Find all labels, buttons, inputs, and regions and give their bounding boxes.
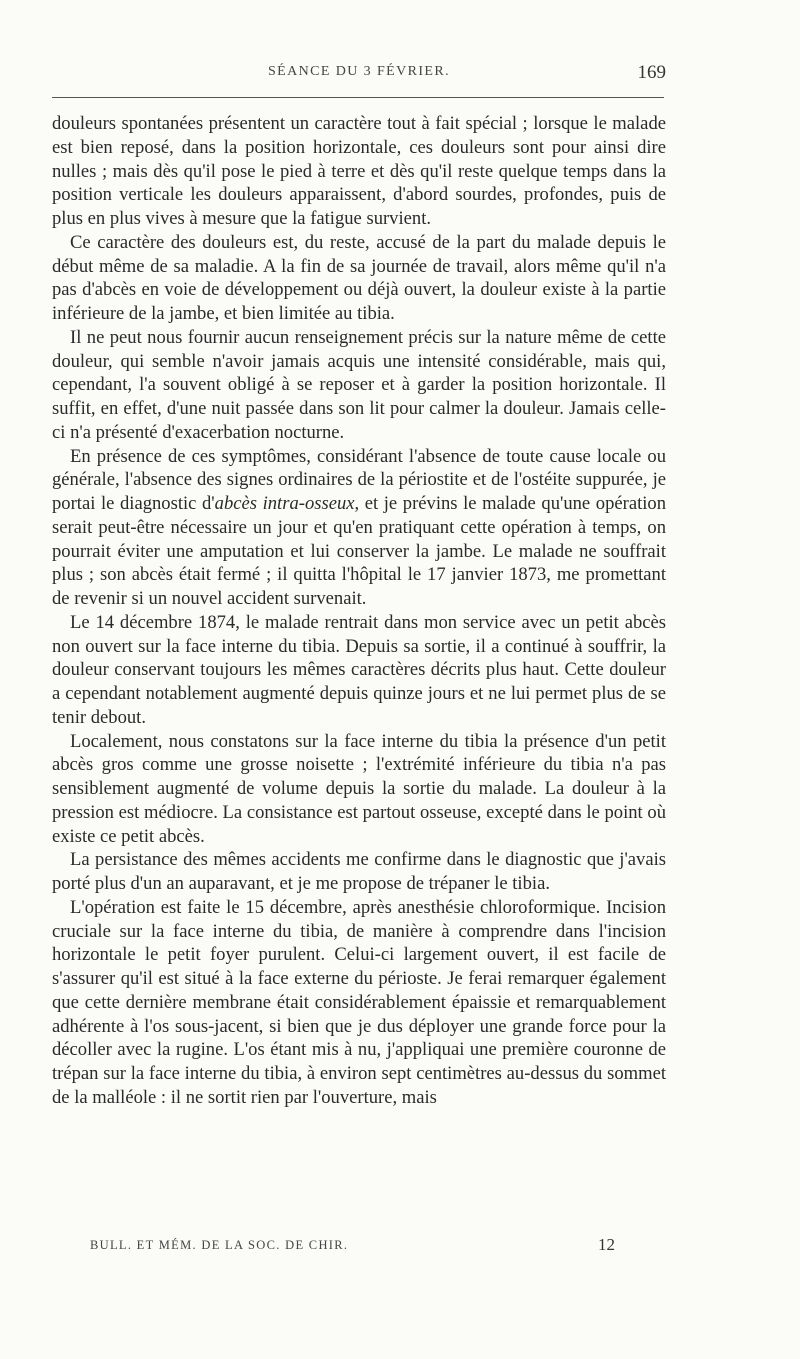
paragraph-6: Localement, nous constatons sur la face interne du tibia la présence d'un petit abcès gros comme une grosse noisette ; l'extrémité inférieure du tibia n'a pas sensiblement augmenté de volume depuis la sortie du malade. La douleur à la pression est médiocre. La consistance est partout osseuse, excepté dans le point où existe ce petit abcès. bbox=[52, 730, 666, 847]
paragraph-7: La persistance des mêmes accidents me confirme dans le diagnostic que j'avais porté plus d'un an auparavant, et je me propose de trépaner le tibia. bbox=[52, 849, 666, 894]
italic-diagnosis: abcès intra-osseux bbox=[214, 493, 355, 514]
body-text bbox=[52, 112, 666, 1110]
page-number: 169 bbox=[637, 62, 666, 83]
paragraph-3: Il ne peut nous fournir aucun renseignement précis sur la nature même de cette douleur, qui semble n'avoir jamais acquis une intensité considérable, mais qui, cependant, l'a souvent obligé à se reposer et à garder la position horizontale. Il suffit, en effet, d'une nuit passée dans son lit pour calmer la douleur. Jamais celle-ci n'a présenté d'exacerbation nocturne. bbox=[52, 326, 666, 443]
page-footer bbox=[90, 1235, 615, 1259]
paragraph-5: Le 14 décembre 1874, le malade rentrait dans mon service avec un petit abcès non ouvert sur la face interne du tibia. Depuis sa sortie, il a continué à souffrir, la douleur conservant toujours les mêmes caractères décrits plus haut. Cette douleur a cependant notablement augmenté depuis quinze jours et ne lui permet plus de se tenir debout. bbox=[52, 611, 666, 728]
running-head bbox=[52, 62, 666, 88]
signature-mark: 12 bbox=[598, 1235, 615, 1254]
running-title: SÉANCE DU 3 FÉVRIER. bbox=[267, 64, 450, 79]
journal-footer: BULL. ET MÉM. DE LA SOC. DE CHIR. bbox=[90, 1238, 349, 1252]
paragraph-8: L'opération est faite le 15 décembre, après anesthésie chloroformique. Incision cruciale sur la face interne du tibia, de manière à comprendre dans l'incision horizontale le petit foyer purulent. Celui-ci largement ouvert, il est facile de s'assurer qu'il est situé à la face externe du périoste. Je ferai remarquer également que cette dernière membrane était considérablement épaissie et remarquablement adhérente à l'os sous-jacent, si bien que je dus déployer une grande force pour la décoller avec la rugine. L'os étant mis à nu, j'appliquai une première couronne de trépan sur la face interne du tibia, à environ sept centimètres au-dessus du sommet de la malléole : il ne sortit rien par l'ouverture, mais bbox=[52, 896, 666, 1108]
paragraph-4-end: , et je prévins le malade qu'une opération serait peut-être nécessaire un jour et qu'en pratiquant cette opération à temps, on pourrait éviter une amputation et lui conserver la jambe. Le malade ne souffrait plus ; son abcès était fermé ; il quitta l'hôpital le 17 janvier 1873, me promettant de revenir si un nouvel accident survenait. bbox=[52, 493, 666, 609]
paragraph-4 bbox=[52, 445, 666, 611]
paragraph-2: Ce caractère des douleurs est, du reste, accusé de la part du malade depuis le début même de sa maladie. A la fin de sa journée de travail, alors même qu'il n'a pas d'abcès en voie de développement ou déjà ouvert, la douleur existe à la partie inférieure de la jambe, et bien limitée au tibia. bbox=[52, 231, 666, 324]
header-rule bbox=[52, 97, 664, 98]
paragraph-1: douleurs spontanées présentent un caractère tout à fait spécial ; lorsque le malade est bien reposé, dans la position horizontale, ces douleurs sont pour ainsi dire nulles ; mais dès qu'il pose le pied à terre et dès qu'il reste quelque temps dans la position verticale les douleurs apparaissent, d'abord sourdes, profondes, puis de plus en plus vives à mesure que la fatigue survient. bbox=[52, 113, 666, 229]
paragraph-4-start: En présence de ces symptômes, considérant l'absence de toute cause locale ou générale, l'absence des signes ordinaires de la périostite et de l'ostéite suppurée, je portai le diagnostic d' bbox=[52, 445, 666, 514]
